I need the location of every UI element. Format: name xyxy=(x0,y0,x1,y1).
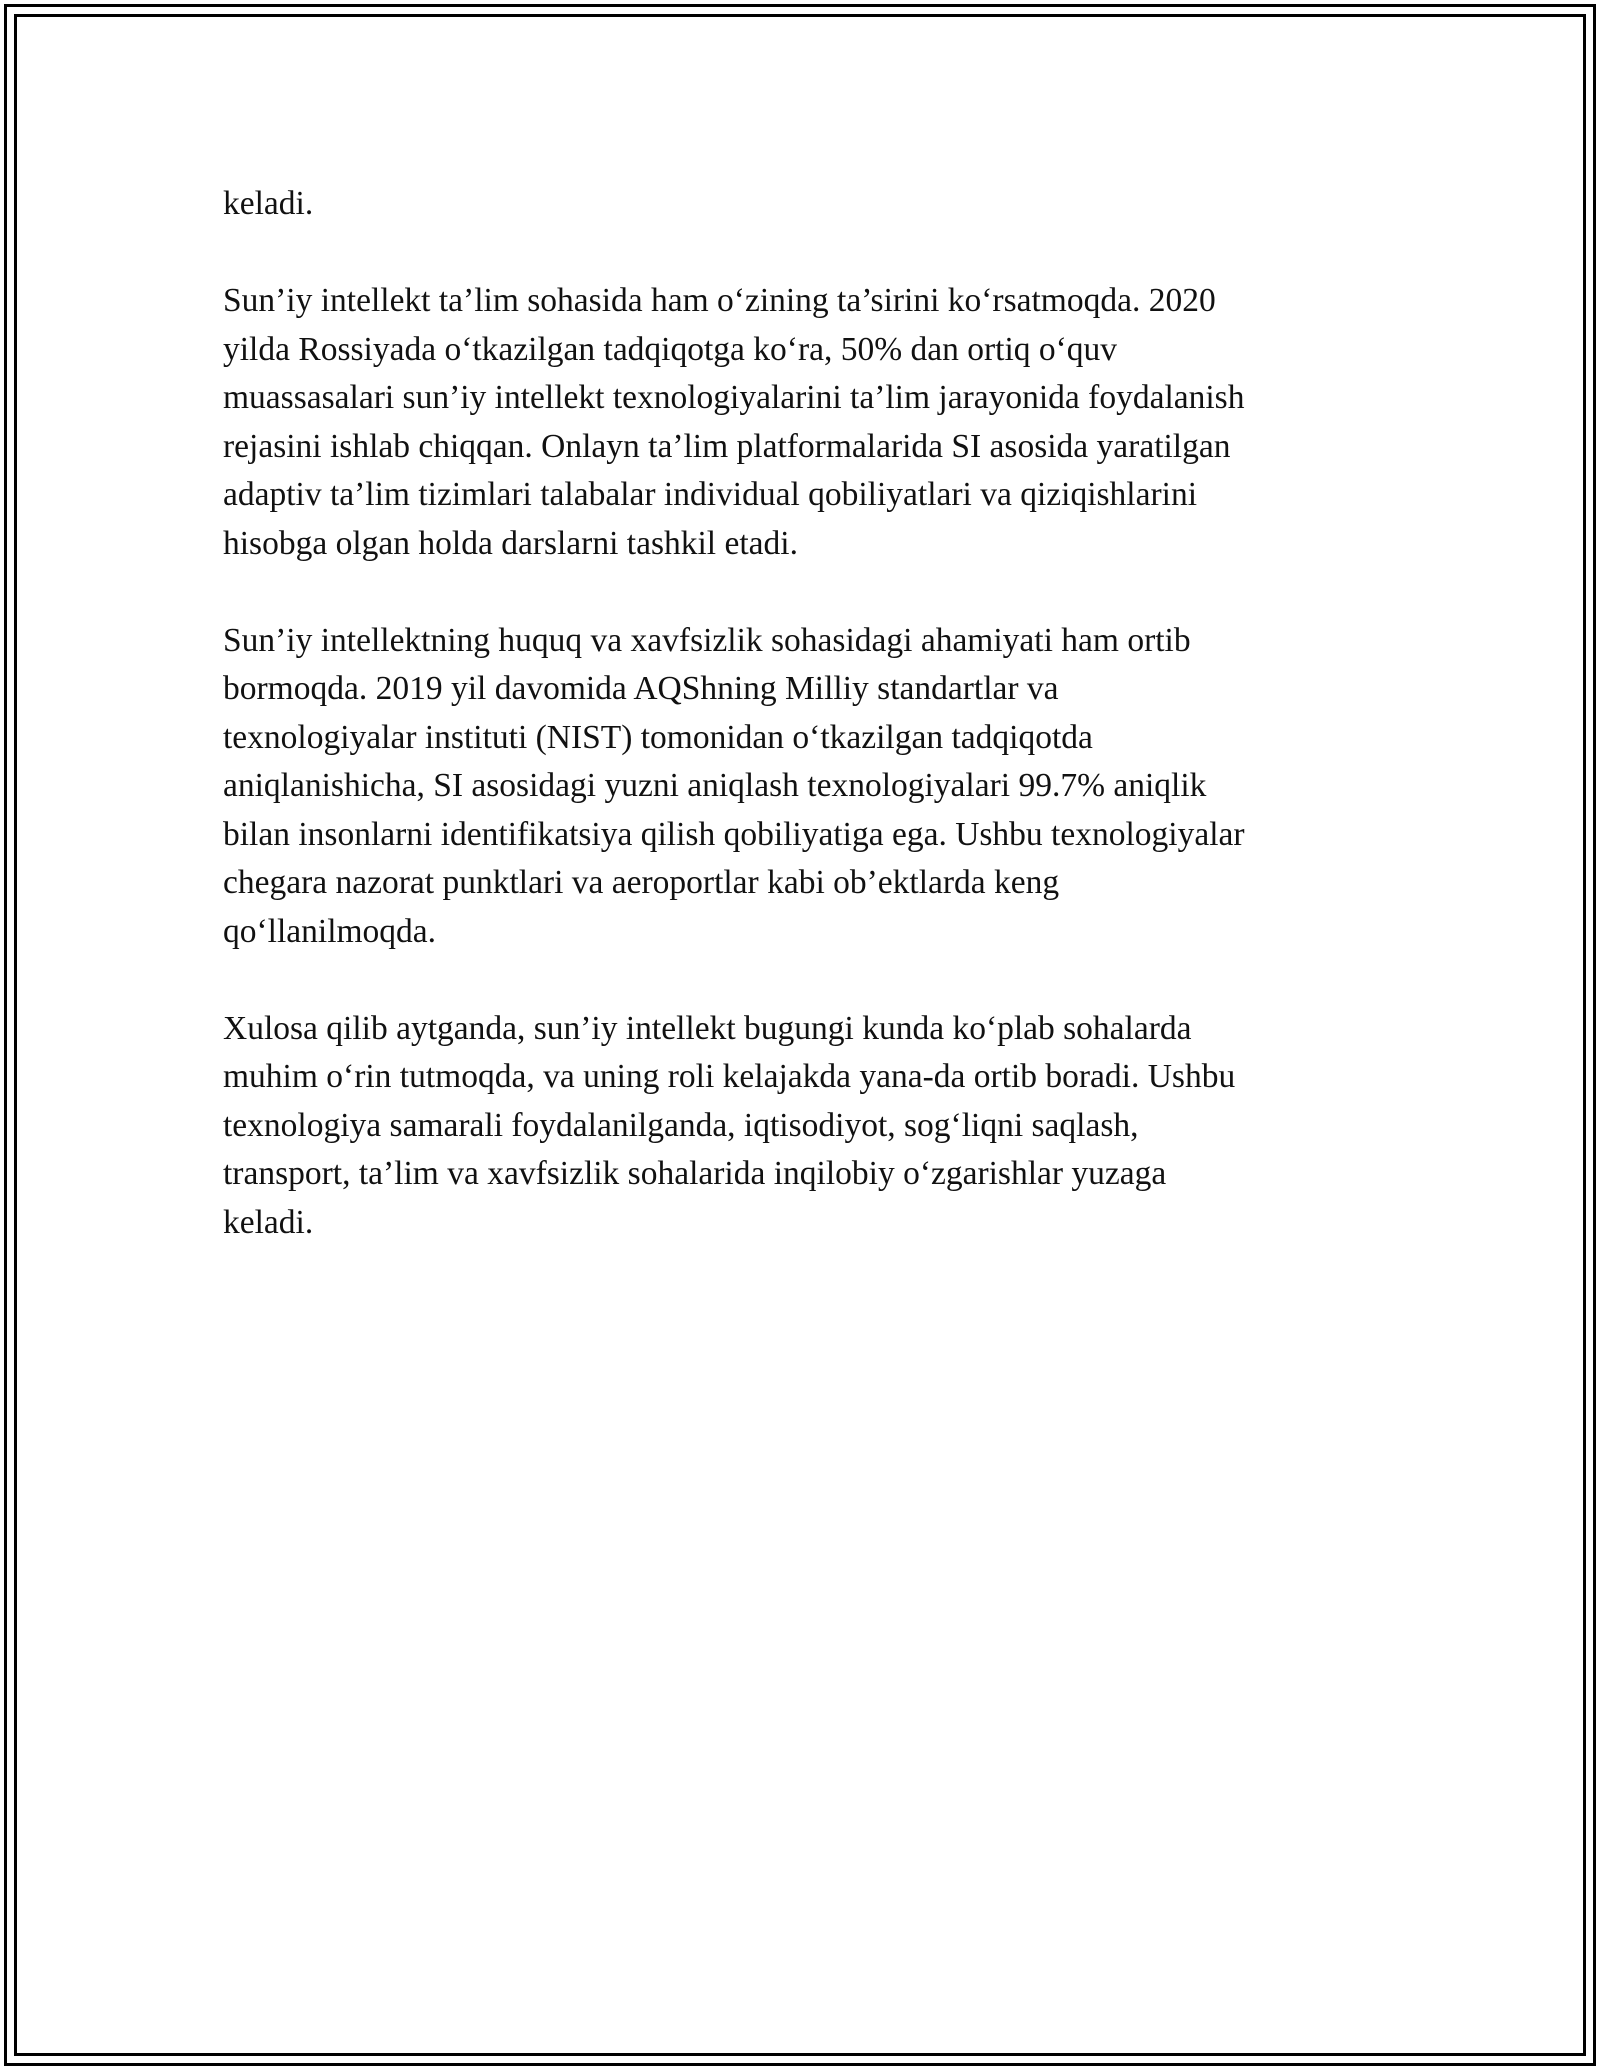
paragraph-conclusion: Xulosa qilib aytganda, sun’iy intellekt bugungi kunda ko‘plab sohalarda muhim o‘rin tutmoqda, va uning roli kelajakda yana-da ortib boradi. Ushbu texnologiya samarali foydalanilganda, iqtisodiyot, sog‘liqni saqlash, transport, ta’lim va xavfsizlik sohalarida inqilobiy o‘zgarishlar yuzaga keladi. xyxy=(223,1009,1236,1241)
paragraph-security: Sun’iy intellektning huquq va xavfsizlik sohasidagi ahamiyati ham ortib bormoqda. 2019 yil davomida AQShning Milliy standartlar va texnologiyalar instituti (NIST) tomonidan o‘tkazilgan tadqiqotda aniqlanishicha, SI asosidagi yuzni aniqlash texnologiyalari 99.7% aniqlik bilan insonlarni identifikatsiya qilish qobiliyatiga ega. Ushbu texnologiyalar chegara nazorat punktlari va aeroportlar kabi ob’ektlarda keng qo‘llanilmoqda. xyxy=(223,621,1245,950)
paragraph-education: Sun’iy intellekt ta’lim sohasida ham o‘zining ta’sirini ko‘rsatmoqda. 2020 yilda Rossiyada o‘tkazilgan tadqiqotga ko‘ra, 50% dan ortiq o‘quv muassasalari sun’iy intellekt texnologiyalarini ta’lim jarayonida foydalanish rejasini ishlab chiqqan. Onlayn ta’lim platformalarida SI asosida yaratilgan adaptiv ta’lim tizimlari talabalar individual qobiliyatlari va qiziqishlarini hisobga olgan holda darslarni tashkil etadi. xyxy=(223,282,1245,562)
document-body xyxy=(223,180,1353,1296)
paragraph-continuation: keladi. xyxy=(223,185,314,222)
